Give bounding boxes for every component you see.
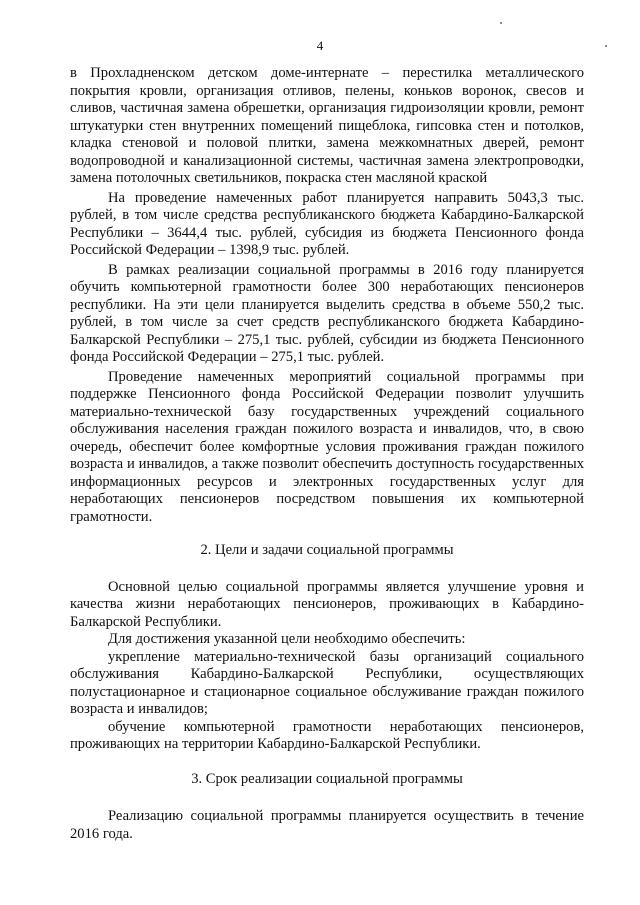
scan-artifact-dot bbox=[605, 45, 607, 47]
paragraph-requirements-intro: Для достижения указанной цели необходимо обеспечить: bbox=[108, 631, 466, 647]
paragraph-computer-literacy: В рамках реализации социальной программы в 2016 году планируется обучить компьютерной грамотности более 300 неработающих пенсионеров республики. На эти цели планируется выделить средства в объеме 550,2 тыс. рублей, в том числе за счет средств республиканского бюджета Кабардино-Балкарской Республики – 275,1 тыс. рублей, субсидии из бюджета Пенсионного фонда Российской Федерации – 275,1 тыс. рублей. bbox=[70, 261, 584, 365]
paragraph-expected-results: Проведение намеченных мероприятий социальной программы при поддержке Пенсионного фонда Российской Федерации позволит улучшить материально-технической базу государственных учреждений социального обслуживания населения граждан пожилого возраста и инвалидов, что, в свою очередь, обеспечит более комфортные условия проживания граждан пожилого возраста и инвалидов, а также позволит обеспечить доступность государственных информационных ресурсов и электронных государственных услуг для неработающих пенсионеров посредством повышения их компьютерной грамотности. bbox=[70, 368, 584, 525]
paragraph-main-goal: Основной целью социальной программы является улучшение уровня и качества жизни неработающих пенсионеров, проживающих в Кабардино-Балкарской Республики. bbox=[70, 578, 584, 630]
paragraph-term: Реализацию социальной программы планируется осуществить в течение 2016 года. bbox=[70, 808, 584, 842]
section-heading-goals: 2. Цели и задачи социальной программы bbox=[200, 542, 454, 558]
document-body bbox=[70, 65, 584, 843]
paragraph-funding: На проведение намеченных работ планируется направить 5043,3 тыс. рублей, в том числе средства республиканского бюджета Кабардино-Балкарской Республики – 3644,4 тыс. рублей, субсидия из бюджета Пенсионного фонда Российской Федерации – 1398,9 тыс. рублей. bbox=[70, 189, 584, 258]
scan-artifact-dot bbox=[500, 22, 502, 24]
page-number: 4 bbox=[316, 38, 324, 53]
section-heading-term: 3. Срок реализации социальной программы bbox=[191, 770, 463, 787]
paragraph-task-infrastructure: укрепление материально-технической базы организаций социального обслуживания Кабардино-Балкарской Республики, осуществляющих полустационарное и стационарное социальное обслуживание граждан пожилого возраста и инвалидов; bbox=[70, 648, 584, 717]
paragraph-repair-works: в Прохладненском детском доме-интернате – перестилка металлического покрытия кровли, организация отливов, пелены, коньков воронок, свесов и сливов, частичная замена обрешетки, организация гидроизоляции кровли, ремонт штукатурки стен внутренних помещений пищеблока, гипсовка стен и потолков, кладка стеновой и половой плитки, замена межкомнатных дверей, ремонт водопроводной и канализационной системы, частичная замена электропроводки, замена потолочных светильников, покраска стен масляной краской bbox=[70, 65, 584, 186]
paragraph-task-training: обучение компьютерной грамотности неработающих пенсионеров, проживающих на территории Кабардино-Балкарской Республики. bbox=[70, 718, 584, 752]
